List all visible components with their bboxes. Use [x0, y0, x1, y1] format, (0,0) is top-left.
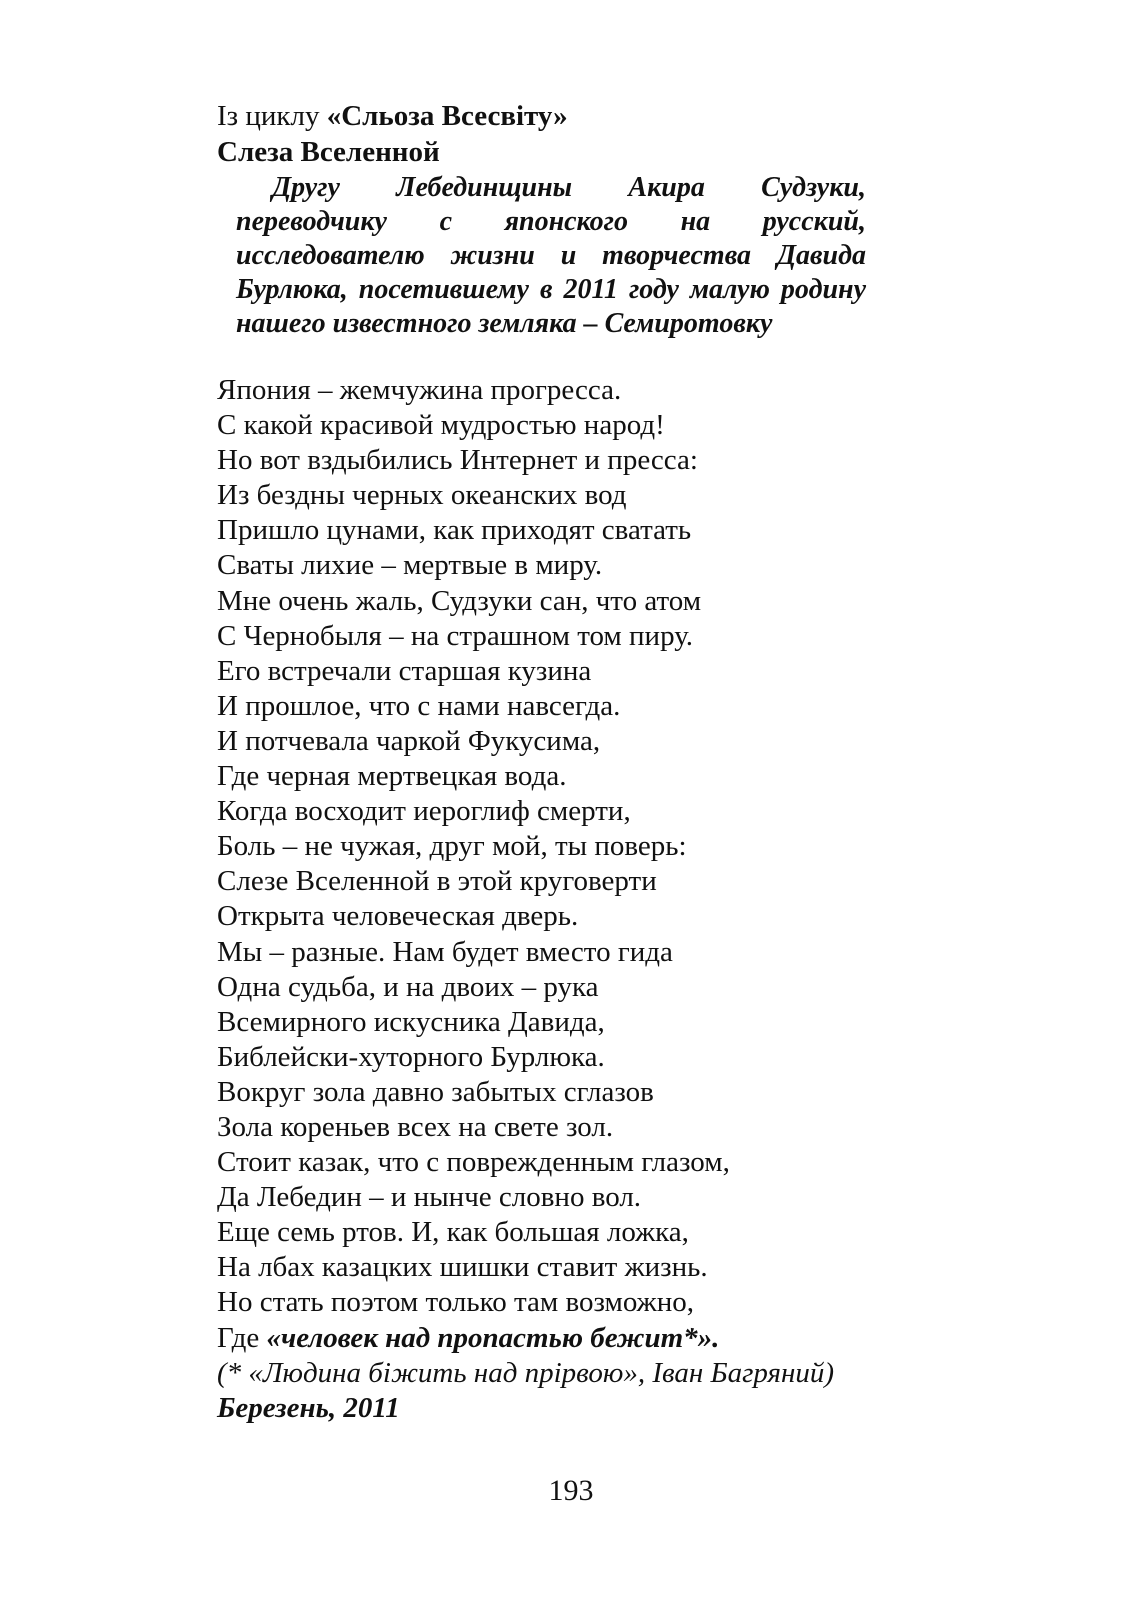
verse-line: Боль – не чужая, друг мой, ты поверь: — [217, 830, 687, 863]
final-verse-line — [217, 1321, 834, 1356]
verse-line: Мы – разные. Нам будет вместо гида — [217, 935, 673, 968]
verse-line: Но вот вздыбились Интернет и пресса: — [217, 444, 698, 477]
dedication: Другу Лебединщины Акира Судзуки, переводчику с японского на русский, исследователю жизни и творчества Давида Бурлюка, посетившему в 2011 году малую родину нашего известного земляка – Семиротовку — [236, 172, 866, 339]
verse-line: Открыта человеческая дверь. — [217, 900, 579, 933]
verse-line: Когда восходит иероглиф смерти, — [217, 795, 631, 828]
verse-line: И прошлое, что с нами навсегда. — [217, 689, 621, 722]
verse-line: Стоит казак, что с поврежденным глазом, — [217, 1146, 730, 1179]
poem-date: Березень, 2011 — [217, 1391, 400, 1424]
verse-line: Япония – жемчужина прогресса. — [217, 374, 622, 406]
verse-line: Всемирного искусника Давида, — [217, 1005, 605, 1038]
verse-line: С какой красивой мудростью народ! — [217, 409, 665, 442]
verse-line: Его встречали старшая кузина — [217, 654, 592, 687]
final-line-quote: «человек над пропастью бежит*». — [266, 1321, 720, 1354]
poem-body — [217, 373, 834, 1426]
verse-line: Вокруг зола давно забытых сглазов — [217, 1075, 654, 1108]
verse-line: Мне очень жаль, Судзуки сан, что атом — [217, 584, 702, 617]
verse-line: Из бездны черных океанских вод — [217, 479, 627, 512]
cycle-heading — [217, 98, 568, 134]
verse-line: Библейски-хуторного Бурлюка. — [217, 1040, 605, 1073]
verse-line: Слезе Вселенной в этой круговерти — [217, 865, 657, 898]
verse-line: Зола кореньев всех на свете зол. — [217, 1110, 614, 1143]
poem-title: Слеза Вселенной — [217, 136, 440, 168]
verse-line: С Чернобыля – на страшном том пиру. — [217, 619, 694, 652]
verse-line: Сваты лихие – мертвые в миру. — [217, 549, 603, 582]
verse-line: Пришло цунами, как приходят сватать — [217, 514, 692, 547]
verse-line: На лбах казацких шишки ставит жизнь. — [217, 1251, 708, 1284]
verse-line: Еще семь ртов. И, как большая ложка, — [217, 1216, 689, 1249]
verse-line: И потчевала чаркой Фукусима, — [217, 724, 601, 757]
verse-line: Да Лебедин – и нынче словно вол. — [217, 1181, 642, 1214]
final-line-prefix: Где — [217, 1321, 267, 1354]
verse-line: Но стать поэтом только там возможно, — [217, 1286, 694, 1319]
cycle-prefix: Із циклу — [217, 100, 327, 132]
verse-line: Где черная мертвецкая вода. — [217, 760, 567, 793]
verse-line: Одна судьба, и на двоих – рука — [217, 970, 599, 1003]
cycle-name: «Сльоза Всесвіту» — [326, 100, 568, 132]
page-number: 193 — [548, 1474, 594, 1507]
footnote: (* «Людина біжить над прірвою», Іван Багряний) — [217, 1356, 835, 1389]
